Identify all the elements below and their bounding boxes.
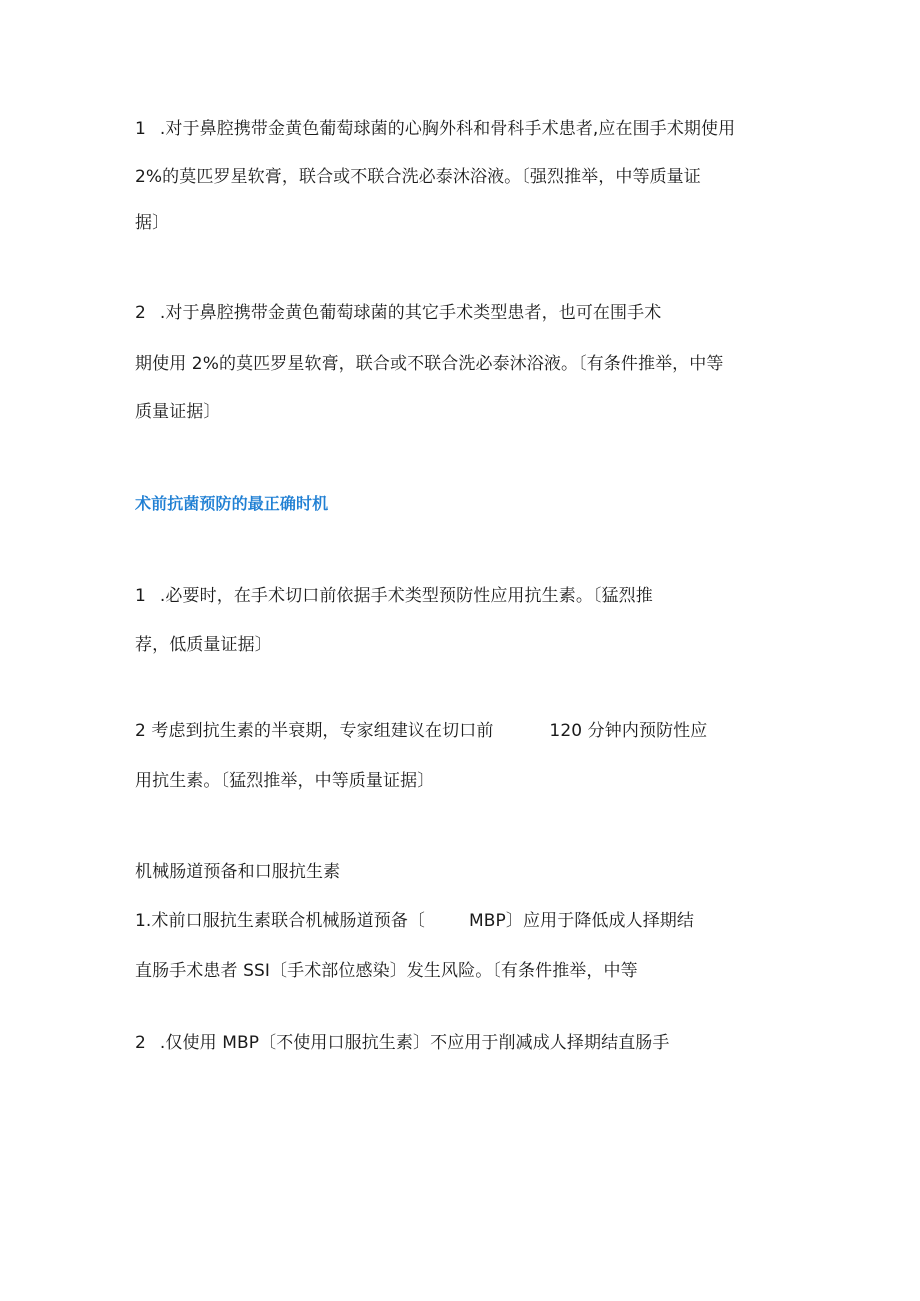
item-number: 1	[135, 119, 146, 139]
paragraph-1-line-1	[135, 118, 735, 140]
paragraph-6-line-1	[135, 1032, 670, 1054]
paragraph-3-line-1	[135, 585, 653, 607]
paragraph-4-line-1	[135, 720, 707, 742]
paragraph-text: .仅使用 MBP〔不使用口服抗生素〕不应用于削减成人择期结直肠手	[159, 1033, 670, 1053]
paragraph-text: .必要时，在手术切口前依据手术类型预防性应用抗生素。〔猛烈推	[159, 586, 653, 606]
paragraph-4-line-2: 用抗生素。〔猛烈推举，中等质量证据〕	[135, 771, 435, 791]
paragraph-3-line-2: 荐，低质量证据〕	[135, 635, 272, 655]
section-heading-bowel: 机械肠道预备和口服抗生素	[135, 862, 341, 882]
paragraph-2-line-1	[135, 302, 661, 324]
paragraph-1-line-2: 2%的莫匹罗星软膏，联合或不联合洗必泰沐浴液。〔强烈推举，中等质量证	[135, 167, 701, 187]
paragraph-text: 2 考虑到抗生素的半衰期，专家组建议在切口前	[135, 721, 494, 741]
paragraph-text: 1.术前口服抗生素联合机械肠道预备〔	[135, 911, 426, 931]
paragraph-5-line-2: 直肠手术患者 SSI〔手术部位感染〕发生风险。〔有条件推举，中等	[135, 961, 638, 981]
section-heading-timing: 术前抗菌预防的最正确时机	[135, 494, 329, 513]
item-number: 1	[135, 586, 146, 606]
paragraph-text: 120 分钟内预防性应	[549, 721, 708, 741]
paragraph-2-line-2: 期使用 2%的莫匹罗星软膏，联合或不联合洗必泰沐浴液。〔有条件推举，中等	[135, 354, 724, 374]
paragraph-text: MBP〕应用于降低成人择期结	[469, 911, 695, 931]
paragraph-2-line-3: 质量证据〕	[135, 402, 221, 422]
paragraph-5-line-1	[135, 910, 694, 932]
paragraph-1-line-3: 据〕	[135, 213, 170, 233]
paragraph-text: .对于鼻腔携带金黄色葡萄球菌的其它手术类型患者，也可在围手术	[159, 303, 662, 323]
item-number: 2	[135, 1033, 146, 1053]
paragraph-text: .对于鼻腔携带金黄色葡萄球菌的心胸外科和骨科手术患者,应在围手术期使用	[159, 119, 736, 139]
item-number: 2	[135, 303, 146, 323]
